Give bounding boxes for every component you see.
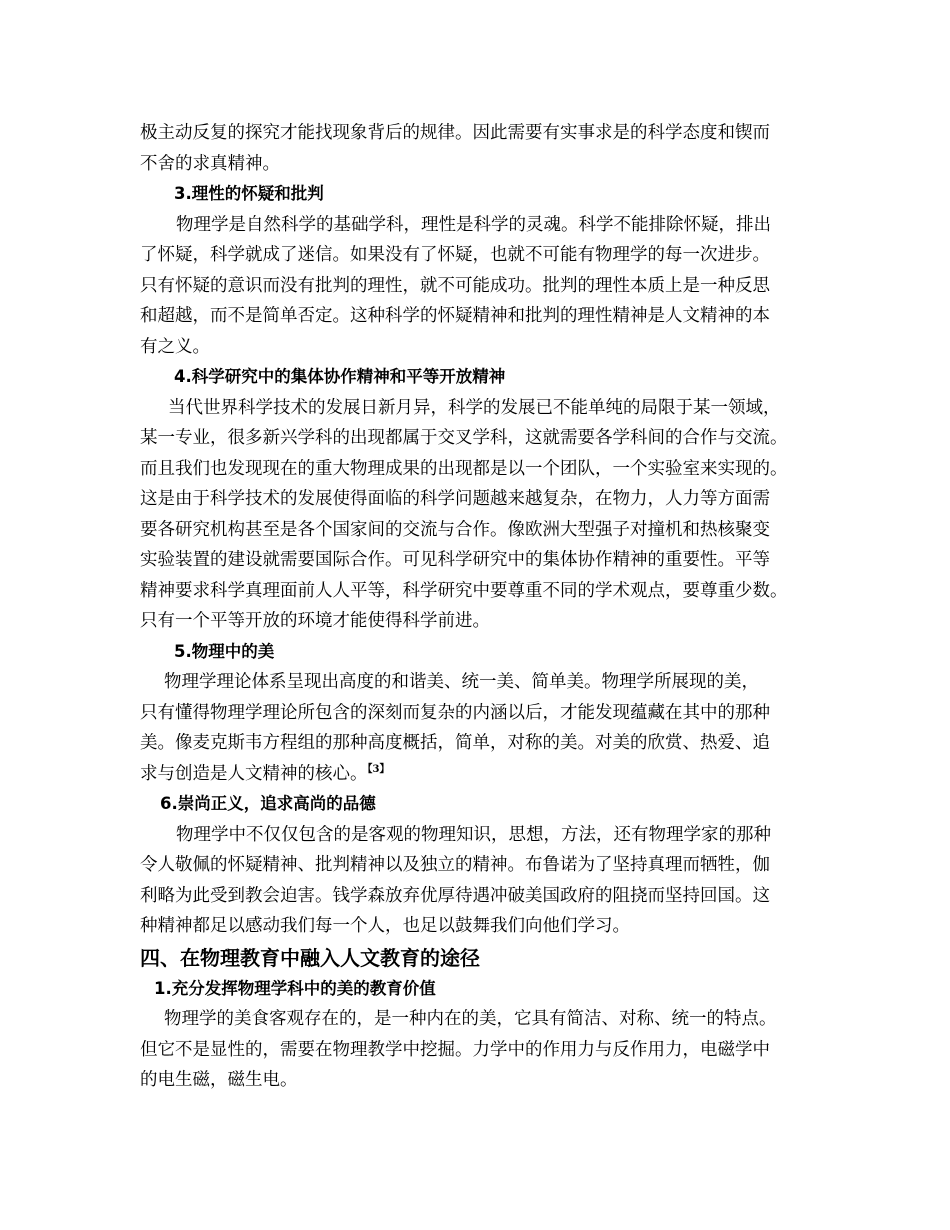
- paragraph-line: 物理学是自然科学的基础学科，理性是科学的灵魂。科学不能排除怀疑，排出: [176, 214, 771, 235]
- document-page: [140, 118, 830, 1096]
- section-heading-4: 4.科学研究中的集体协作精神和平等开放精神: [174, 367, 506, 386]
- paragraph-line: 要各研究机构甚至是各个国家间的交流与合作。像欧洲大型强子对撞机和热核聚变: [140, 519, 770, 540]
- section-heading-6: 6.崇尚正义，追求高尚的品德: [160, 794, 376, 813]
- paragraph-line: 某一专业，很多新兴学科的出现都属于交叉学科，这就需要各学科间的合作与交流。: [140, 428, 788, 448]
- subsection-heading-1: 1.充分发挥物理学科中的美的教育价值: [154, 978, 436, 998]
- paragraph-line: 只有怀疑的意识而没有批判的理性，就不可能成功。批判的理性本质上是一种反思: [140, 275, 770, 296]
- paragraph-line: 的电生磁，磁生电。: [140, 1070, 298, 1090]
- citation-reference: 【3】: [367, 763, 390, 775]
- paragraph-line: 极主动反复的探究才能找现象背后的规律。因此需要有实事求是的科学态度和锲而: [140, 123, 770, 143]
- paragraph-line: 物理学中不仅仅包含的是客观的物理知识，思想，方法，还有物理学家的那种: [176, 824, 771, 845]
- paragraph-line: 只有一个平等开放的环境才能使得科学前进。: [140, 611, 490, 631]
- paragraph-line: 了怀疑，科学就成了迷信。如果没有了怀疑，也就不可能有物理学的每一次进步。: [140, 245, 770, 265]
- paragraph-line: 这是由于科学技术的发展使得面临的科学问题越来越复杂，在物力，人力等方面需: [140, 489, 770, 509]
- paragraph-line: 精神要求科学真理面前人人平等，科学研究中要尊重不同的学术观点，要尊重少数。: [140, 580, 788, 601]
- paragraph-line: 物理学理论体系呈现出高度的和谐美、统一美、简单美。物理学所展现的美，: [164, 672, 759, 692]
- paragraph-line: 种精神都足以感动我们每一个人，也足以鼓舞我们向他们学习。: [140, 916, 630, 936]
- section-heading-3: 3.理性的怀疑和批判: [174, 184, 324, 203]
- chapter-heading: 四、在物理教育中融入人文教育的途径: [140, 945, 480, 970]
- paragraph-line: 令人敬佩的怀疑精神、批判精神以及独立的精神。布鲁诺为了坚持真理而牺牲，伽: [140, 855, 770, 875]
- paragraph-line: 而且我们也发现现在的重大物理成果的出现都是以一个团队，一个实验室来实现的。: [140, 458, 788, 479]
- paragraph-text: 求与创造是人文精神的核心。: [140, 763, 368, 784]
- paragraph-line: 美。像麦克斯韦方程组的那种高度概括，简单，对称的美。对美的欣赏、热爱、追: [140, 733, 770, 753]
- paragraph-line: 物理学的美食客观存在的，是一种内在的美，它具有简洁、对称、统一的特点。: [164, 1009, 777, 1029]
- paragraph-line: 和超越，而不是简单否定。这种科学的怀疑精神和批判的理性精神是人文精神的本: [140, 306, 770, 326]
- paragraph-line: 利略为此受到教会迫害。钱学森放弃优厚待遇冲破美国政府的阻挠而坚持回国。这: [140, 885, 770, 906]
- paragraph-line: 实验装置的建设就需要国际合作。可见科学研究中的集体协作精神的重要性。平等: [140, 550, 770, 570]
- paragraph-line-with-citation: [140, 759, 830, 790]
- paragraph-line: 当代世界科学技术的发展日新月异，科学的发展已不能单纯的局限于某一领域，: [168, 397, 781, 418]
- paragraph-line: 但它不是显性的，需要在物理教学中挖掘。力学中的作用力与反作用力，电磁学中: [140, 1039, 770, 1060]
- paragraph-line: 不舍的求真精神。: [140, 153, 280, 174]
- paragraph-line: 只有懂得物理学理论所包含的深刻而复杂的内涵以后，才能发现蕴藏在其中的那种: [140, 702, 770, 723]
- section-heading-5: 5.物理中的美: [174, 641, 275, 661]
- paragraph-line: 有之义。: [140, 336, 210, 357]
